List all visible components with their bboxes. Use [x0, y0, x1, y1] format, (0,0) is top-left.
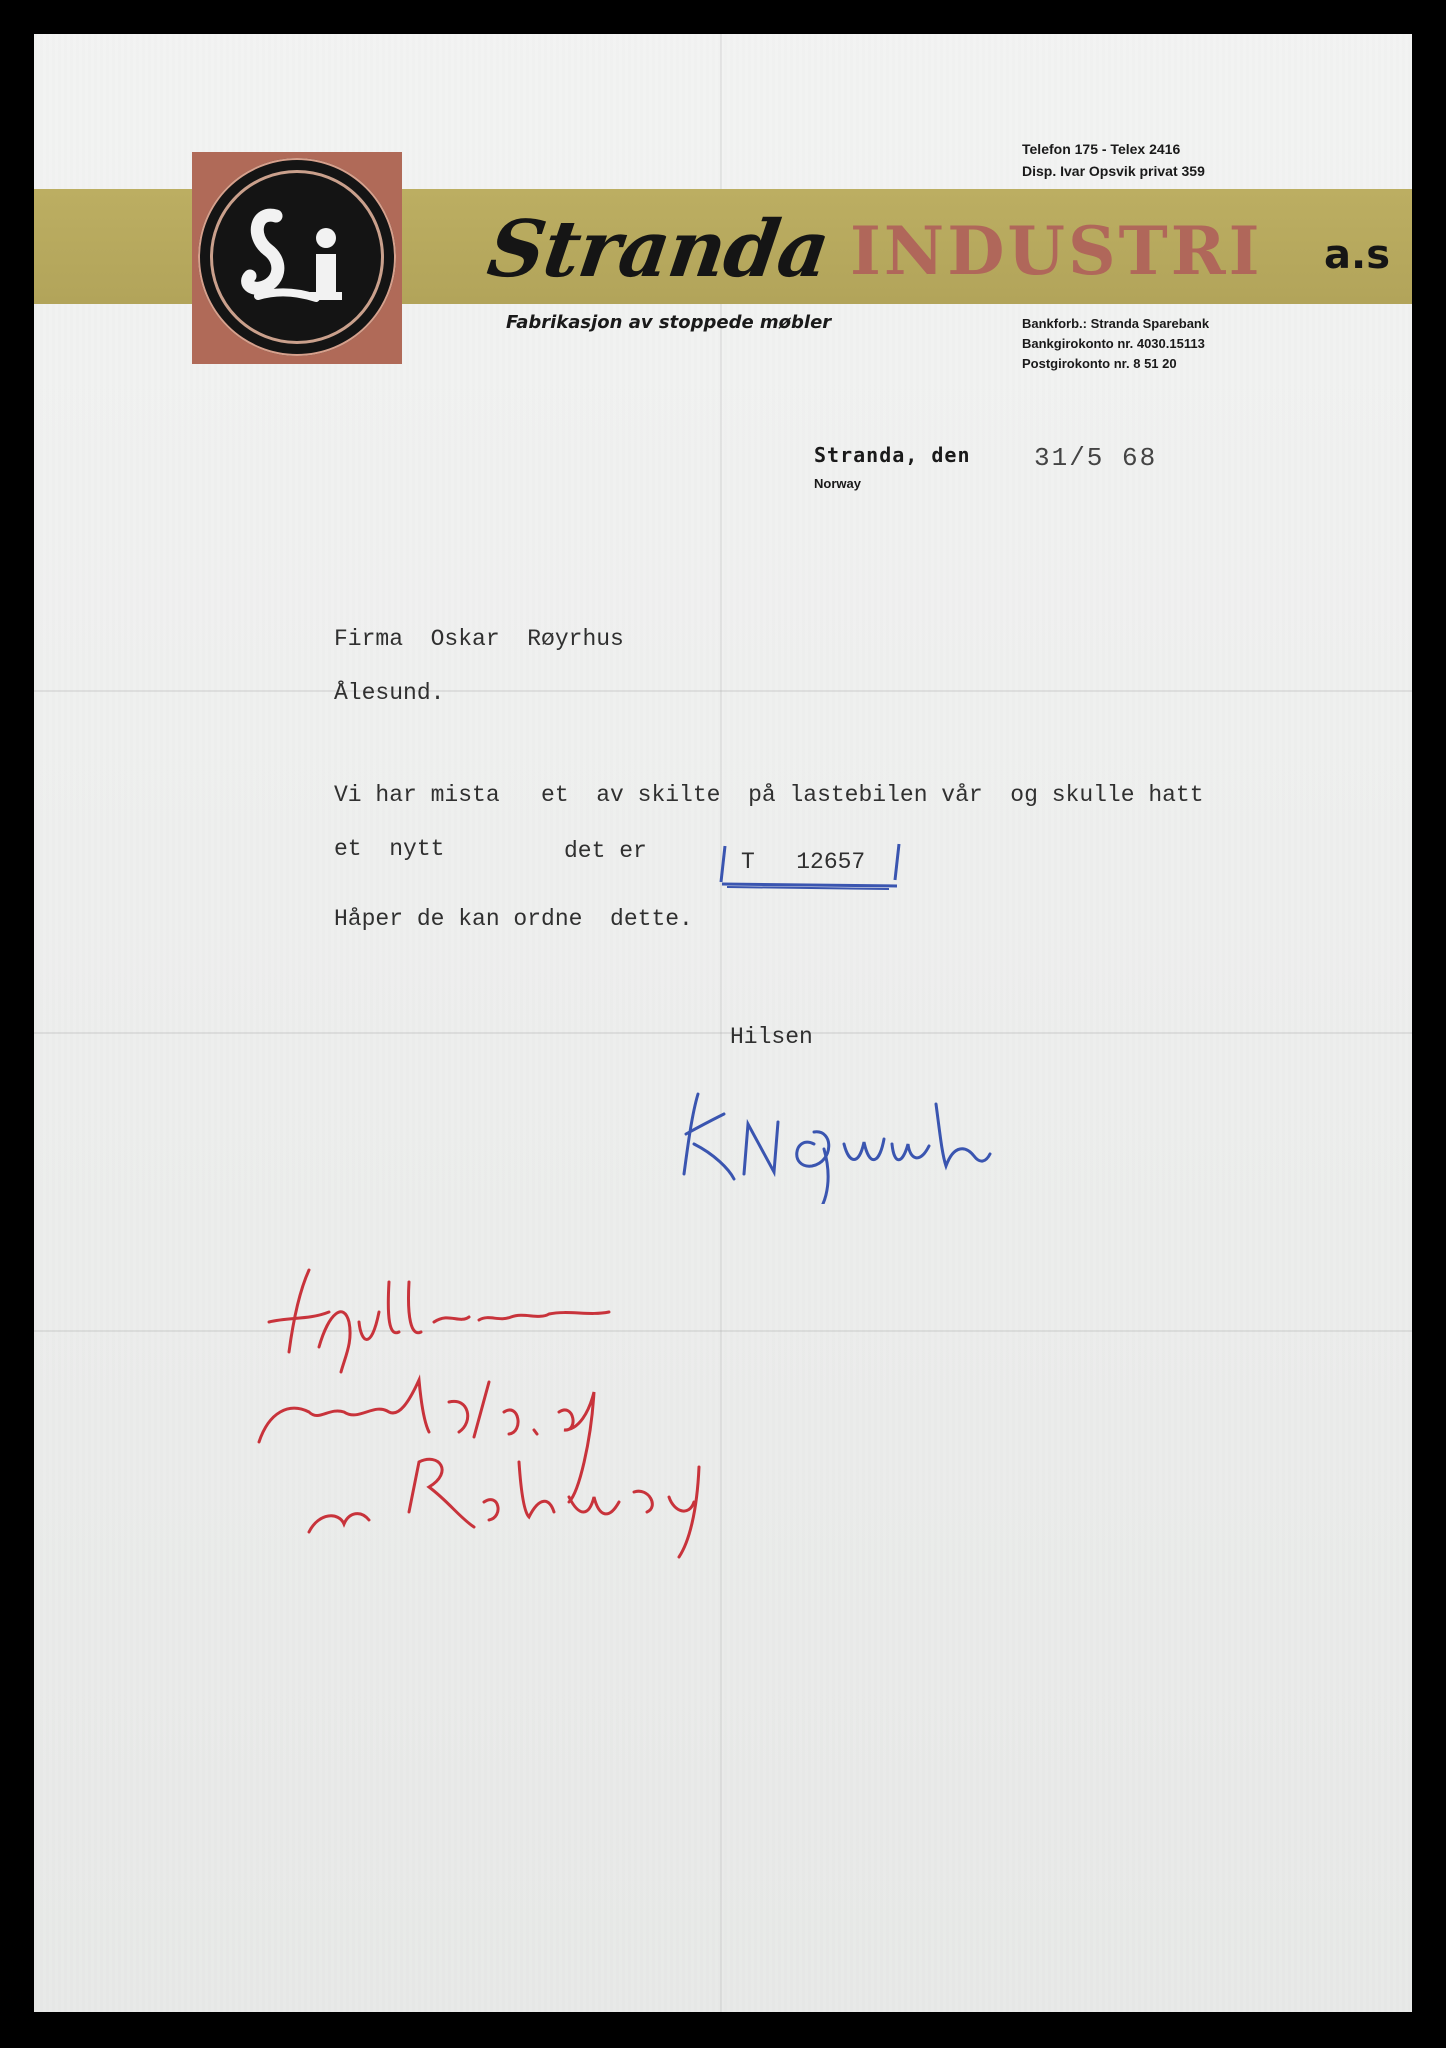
place-label: Stranda, den — [814, 443, 971, 467]
handwritten-signature — [674, 1074, 1004, 1204]
fold-line — [34, 690, 1412, 692]
bank-info — [1022, 314, 1209, 374]
brand-name: Stranda — [482, 204, 835, 295]
body-line: Håper de kan ordne dette. — [334, 906, 693, 932]
recipient-name: Firma Oskar Røyrhus — [334, 626, 624, 652]
handwritten-note — [249, 1262, 809, 1562]
postal-giro: Postgirokonto nr. 8 51 20 — [1022, 356, 1177, 371]
brand-suffix: a.s — [1324, 232, 1390, 278]
company-logo — [192, 152, 402, 364]
tagline: Fabrikasjon av stoppede møbler — [506, 312, 832, 333]
recipient-city: Ålesund. — [334, 680, 445, 706]
contact-dispatch: Disp. Ivar Opsvik privat 359 — [1022, 163, 1205, 179]
logo-circle — [198, 158, 396, 356]
body-line: det er — [564, 838, 647, 864]
contact-phone: Telefon 175 - Telex 2416 — [1022, 141, 1181, 157]
letter-date: 31/5 68 — [1034, 443, 1158, 473]
body-line: et nytt — [334, 836, 445, 862]
bank-giro: Bankgirokonto nr. 4030.15113 — [1022, 336, 1205, 351]
body-line: Vi har mista et av skilte på lastebilen vår og skulle hatt — [334, 782, 1204, 808]
logo-monogram-icon — [198, 158, 396, 356]
plate-number-box — [719, 840, 904, 886]
letter-page — [34, 34, 1412, 2012]
closing: Hilsen — [730, 1024, 813, 1050]
fold-line — [34, 1032, 1412, 1034]
plate-number: T 12657 — [741, 849, 866, 875]
contact-info — [1022, 138, 1205, 182]
country-label: Norway — [814, 476, 861, 491]
brand-industry: INDUSTRI — [850, 212, 1263, 290]
bank-name: Bankforb.: Stranda Sparebank — [1022, 316, 1210, 331]
